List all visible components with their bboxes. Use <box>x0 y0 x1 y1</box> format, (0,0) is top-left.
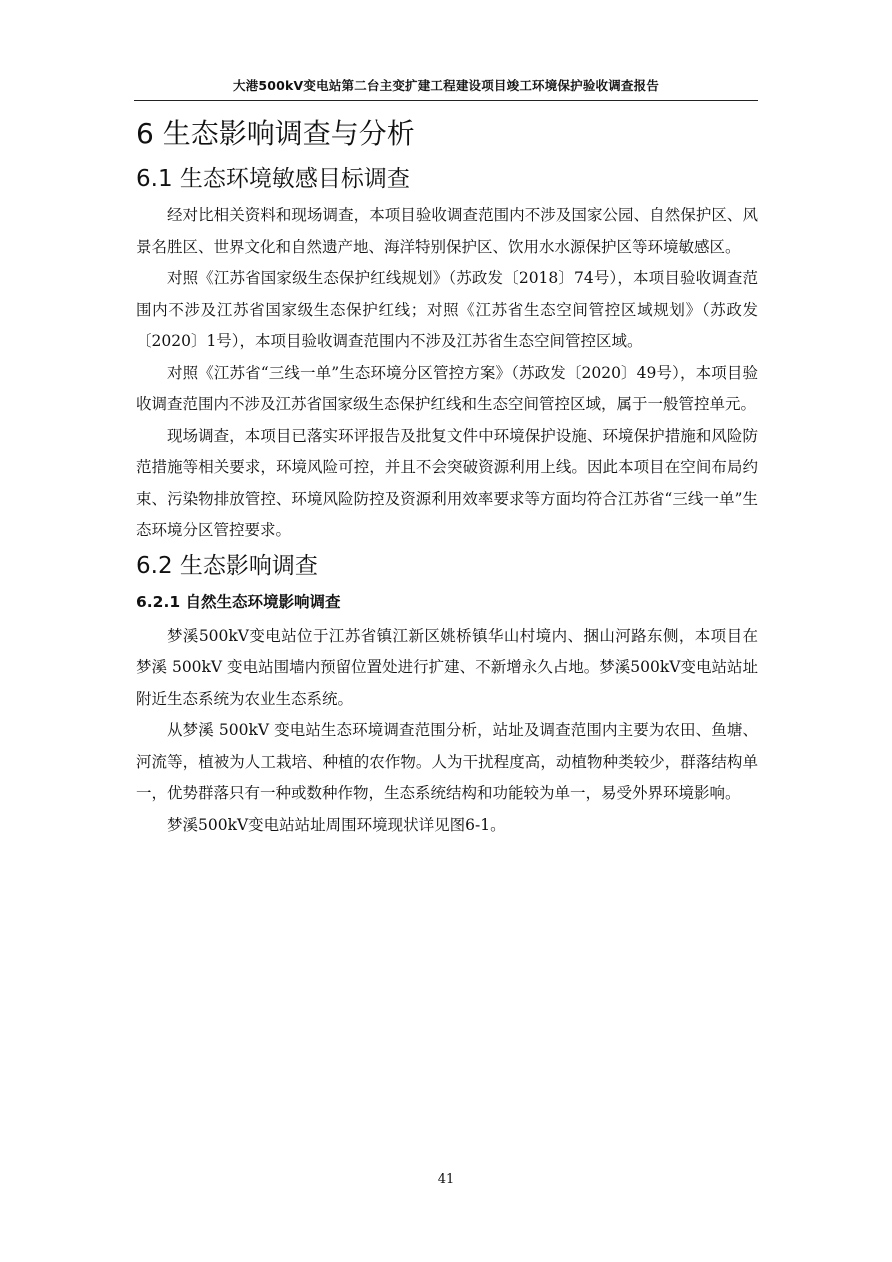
subsection-6-2-1-title: 6.2.1 自然生态环境影响调查 <box>136 592 341 611</box>
paragraph: 对照《江苏省“三线一单”生态环境分区管控方案》（苏政发〔2020〕49号），本项目验收调查范围内不涉及江苏省国家级生态保护红线和生态空间管控区域，属于一般管控单元。 <box>136 363 758 413</box>
page-number: 41 <box>437 1172 455 1187</box>
paragraph: 经对比相关资料和现场调查，本项目验收调查范围内不涉及国家公园、自然保护区、风景名胜区、世界文化和自然遗产地、海洋特别保护区、饮用水水源保护区等环境敏感区。 <box>136 206 758 256</box>
paragraph: 从梦溪 500kV 变电站生态环境调查范围分析，站址及调查范围内主要为农田、鱼塘、河流等，植被为人工栽培、种植的农作物。人为干扰程度高，动植物种类较少，群落结构单一，优势群落只有一种或数种作物，生态系统结构和功能较为单一，易受外界环境影响。 <box>136 721 758 802</box>
paragraph: 梦溪500kV变电站位于江苏省镇江新区姚桥镇华山村境内、捆山河路东侧，本项目在梦溪 500kV 变电站围墙内预留位置处进行扩建、不新增永久占地。梦溪500kV变电站站址附近生态系统为农业生态系统。 <box>136 626 758 708</box>
running-header: 大港500kV变电站第二台主变扩建工程建设项目竣工环境保护验收调查报告 <box>134 78 758 101</box>
section-6-1-title: 6.1 生态环境敏感目标调查 <box>136 166 410 192</box>
section-6-2-title: 6.2 生态影响调查 <box>136 552 318 579</box>
chapter-title: 6 生态影响调查与分析 <box>136 117 415 150</box>
paragraph: 梦溪500kV变电站站址周围环境现状详见图6-1。 <box>167 815 506 834</box>
paragraph: 对照《江苏省国家级生态保护红线规划》（苏政发〔2018〕74号），本项目验收调查范围内不涉及江苏省国家级生态保护红线；对照《江苏省生态空间管控区域规划》（苏政发〔2020〕1号），本项目验收调查范围内不涉及江苏省生态空间管控区域。 <box>136 269 758 350</box>
paragraph: 现场调查，本项目已落实环评报告及批复文件中环境保护设施、环境保护措施和风险防范措施等相关要求，环境风险可控，并且不会突破资源利用上线。因此本项目在空间布局约束、污染物排放管控、环境风险防控及资源利用效率要求等方面均符合江苏省“三线一单”生态环境分区管控要求。 <box>136 426 758 539</box>
page-content <box>136 112 758 841</box>
